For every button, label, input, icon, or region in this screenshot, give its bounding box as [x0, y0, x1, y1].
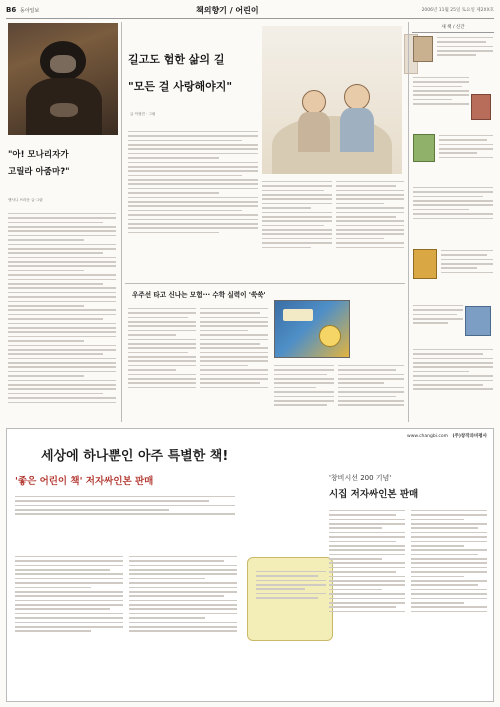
event-right-pre: '창비시선 200 기념'	[329, 474, 392, 482]
children-illustration	[262, 26, 402, 174]
book-desc-2	[413, 74, 469, 126]
event-right-poets-col2	[411, 507, 487, 693]
page-header	[6, 4, 494, 18]
main-headline	[128, 52, 258, 94]
ad-event-left	[15, 473, 243, 695]
header-rule	[6, 18, 494, 19]
book-thumb-3	[413, 134, 435, 162]
event-right-title: 시집 저자싸인본 판매	[329, 489, 419, 500]
ad-event-right	[329, 473, 489, 695]
book-desc-1	[437, 34, 493, 68]
left-byline: 앤서니 브라운 글·그림	[8, 198, 43, 202]
event-left-books-col2	[129, 553, 237, 693]
ad-publisher: (주)창작과비평사	[452, 434, 487, 439]
book-thumb-5	[413, 249, 437, 279]
main-byline: 글 이형진 · 그림	[130, 112, 156, 116]
event-left-books-col1	[15, 553, 123, 693]
poster-text-lines	[256, 568, 326, 632]
ad-headline: 세상에 하나뿐인 아주 특별한 책!	[41, 449, 229, 464]
new-books-list	[413, 34, 493, 424]
left-headline-line1: "아! 모나리자가	[8, 150, 69, 160]
child-body-2	[340, 108, 374, 152]
book-cover-title-block	[283, 309, 313, 321]
mid-article-body-col2	[200, 305, 268, 425]
book-desc-6	[413, 302, 463, 342]
ad-center-poster	[247, 557, 333, 641]
main-headline-line1: 길고도 험한 삶의 길	[128, 53, 225, 66]
right-column-title: 새 책 / 신간	[412, 24, 494, 33]
column-divider	[121, 22, 122, 422]
child-face-1	[302, 90, 326, 114]
right-column-divider	[408, 22, 409, 422]
mid-headline: 우주선 타고 신나는 모험··· 수학 실력이 '쑥쑥'	[132, 291, 266, 299]
child-face-2	[344, 84, 370, 110]
book-desc-7	[413, 346, 493, 422]
mid-article-body-col1	[128, 305, 196, 425]
ad-publisher-block	[407, 433, 487, 439]
event-left-title: '좋은 어린이 책' 저자싸인본 판매	[15, 476, 154, 487]
main-article-body-col1	[128, 128, 258, 280]
ad-url[interactable]: www.changbi.com	[407, 434, 449, 439]
math-book-cover	[274, 300, 350, 358]
left-headline-line2: 고릴라 아줌마?"	[8, 167, 70, 177]
book-desc-3	[439, 132, 493, 178]
newspaper-name: 동아일보	[20, 8, 40, 14]
main-article-body-col3	[336, 178, 404, 278]
left-article-body	[8, 210, 116, 420]
book-thumb-6	[465, 306, 491, 336]
issue-date: 2006년 11월 25일 토요일 제2XX호	[421, 8, 494, 13]
book-desc-5	[441, 247, 493, 295]
gorilla-hands	[50, 103, 78, 117]
mid-article-body-col4	[338, 362, 404, 424]
book-desc-4	[413, 184, 493, 244]
gorilla-monalisa-illustration	[8, 23, 118, 135]
section-title: 책의향기 / 어린이	[196, 6, 259, 15]
main-headline-line2: "모든 걸 사랑해야지"	[128, 80, 233, 93]
mid-article-body-col3	[274, 362, 334, 424]
hill-shape	[272, 116, 392, 174]
child-body-1	[298, 112, 330, 152]
gorilla-face	[50, 55, 76, 73]
left-headline	[8, 150, 118, 178]
event-right-poets-col1	[329, 507, 405, 693]
book-cover-planet	[319, 325, 341, 347]
book-thumb-2	[471, 94, 491, 120]
event-left-desc	[15, 493, 235, 533]
article-divider	[125, 283, 405, 284]
publisher-advertisement	[6, 428, 494, 702]
book-thumb-1	[413, 36, 433, 62]
page-number: B6	[6, 6, 17, 14]
main-article-body-col2	[262, 178, 332, 278]
